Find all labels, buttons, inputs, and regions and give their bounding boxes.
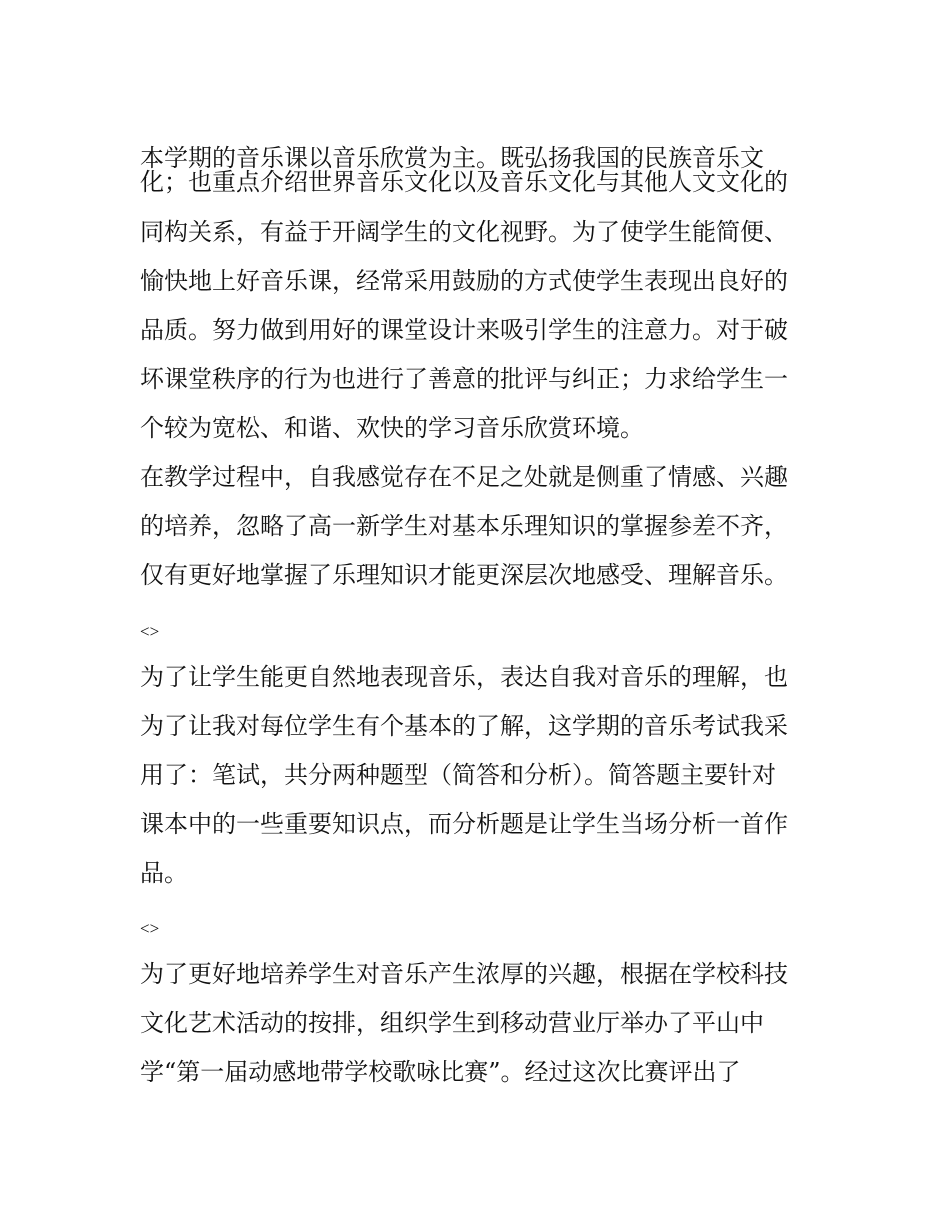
paragraph-3-line-5: 品。 (140, 859, 188, 887)
section-marker-1: <> (140, 622, 160, 641)
paragraph-2-line-1: 在教学过程中，自我感觉存在不足之处就是侧重了情感、兴趣 (140, 463, 788, 491)
paragraph-4-line-1: 为了更好地培养学生对音乐产生浓厚的兴趣，根据在学校科技 (140, 960, 788, 988)
section-marker-2: <> (140, 919, 160, 938)
paragraph-3-line-3: 用了：笔试，共分两种题型（简答和分析）。简答题主要针对 (140, 761, 776, 789)
paragraph-4-line-2: 文化艺术活动的按排，组织学生到移动营业厅举办了平山中 (140, 1009, 764, 1037)
paragraph-3-line-1: 为了让学生能更自然地表现音乐，表达自我对音乐的理解，也 (140, 663, 788, 691)
paragraph-3-line-2: 为了让我对每位学生有个基本的了解，这学期的音乐考试我采 (140, 712, 788, 740)
paragraph-3-line-4: 课本中的一些重要知识点，而分析题是让学生当场分析一首作 (140, 810, 788, 838)
paragraph-1-line-1: 本学期的音乐课以音乐欣赏为主。既弘扬我国的民族音乐文 (140, 144, 764, 172)
paragraph-4-line-3: 学“第一届动感地带学校歌咏比赛”。经过这次比赛评出了 (140, 1058, 741, 1086)
paragraph-1-line-6: 坏课堂秩序的行为也进行了善意的批评与纠正；力求给学生一 (140, 365, 788, 393)
paragraph-2-line-2: 的培养，忽略了高一新学生对基本乐理知识的掌握参差不齐， (140, 512, 788, 540)
paragraph-1-line-7: 个较为宽松、和谐、欢快的学习音乐欣赏环境。 (140, 414, 644, 442)
paragraph-1-line-3: 同构关系，有益于开阔学生的文化视野。为了使学生能简便、 (140, 218, 788, 246)
paragraph-1-line-5: 品质。努力做到用好的课堂设计来吸引学生的注意力。对于破 (140, 316, 788, 344)
paragraph-1-line-2: 化；也重点介绍世界音乐文化以及音乐文化与其他人文文化的 (140, 168, 788, 196)
paragraph-1-line-4: 愉快地上好音乐课，经常采用鼓励的方式使学生表现出良好的 (140, 267, 788, 295)
paragraph-2-line-3: 仅有更好地掌握了乐理知识才能更深层次地感受、理解音乐。 (140, 561, 788, 589)
